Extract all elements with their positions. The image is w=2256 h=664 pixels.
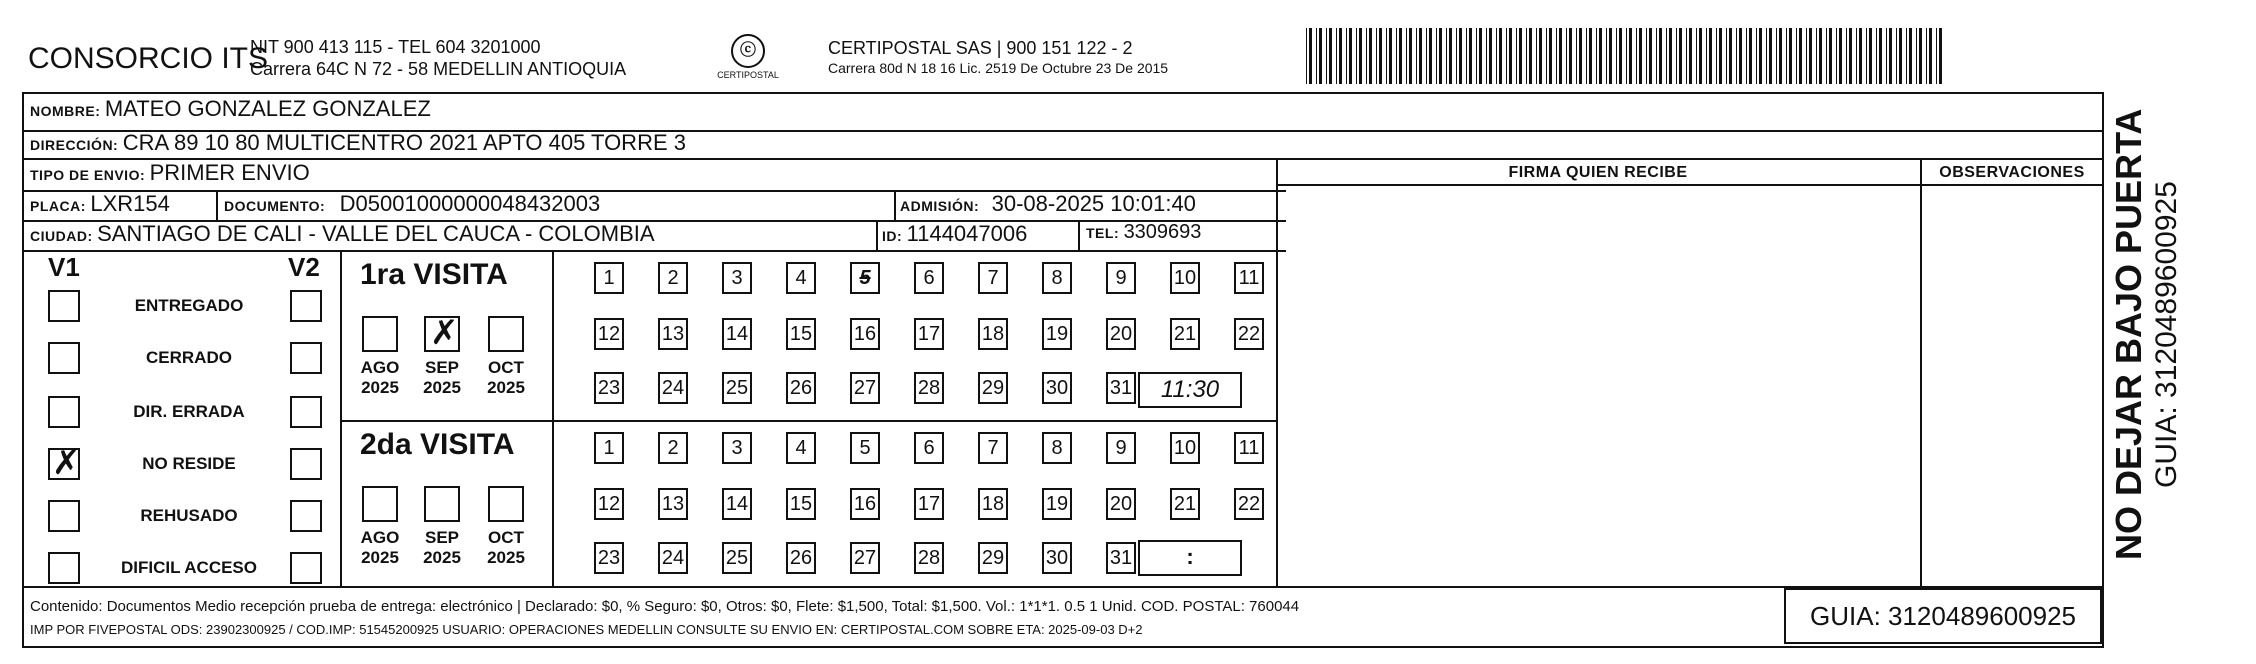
barcode-bar: [1449, 28, 1452, 84]
barcode-bar: [1689, 28, 1692, 84]
v1-checkbox[interactable]: [48, 552, 80, 584]
barcode-bar: [1636, 28, 1637, 84]
barcode-bar: [1616, 28, 1617, 84]
ciudad-value: SANTIAGO DE CALI - VALLE DEL CAUCA - COLOMBIA: [97, 221, 655, 246]
barcode-bar: [1786, 28, 1787, 84]
barcode-bar: [1866, 28, 1867, 84]
placa-label: PLACA:: [30, 198, 86, 214]
barcode-bar: [1716, 28, 1717, 84]
barcode-bar: [1879, 28, 1882, 84]
day-box[interactable]: 30: [1042, 372, 1072, 404]
barcode-bar: [1769, 28, 1772, 84]
direccion-label: DIRECCIÓN:: [30, 137, 119, 153]
tipo-value: PRIMER ENVIO: [149, 160, 310, 185]
barcode-bar: [1309, 28, 1312, 84]
barcode-bar: [1436, 28, 1437, 84]
day-box[interactable]: 29: [978, 372, 1008, 404]
barcode-bar: [1896, 28, 1897, 84]
status-label: DIR. ERRADA: [133, 402, 245, 421]
barcode-bar: [1809, 28, 1812, 84]
v1-checkbox[interactable]: [48, 500, 80, 532]
barcode-bar: [1729, 28, 1732, 84]
barcode-bar: [1776, 28, 1777, 84]
barcode-bar: [1326, 28, 1327, 84]
day-box[interactable]: 7: [978, 262, 1008, 294]
day-box[interactable]: 16: [850, 488, 880, 520]
id-value: 1144047006: [906, 221, 1028, 246]
v1-checkbox[interactable]: [48, 444, 81, 482]
day-box[interactable]: 26: [786, 542, 816, 574]
day-box[interactable]: 31: [1106, 542, 1136, 574]
day-box[interactable]: 11: [1234, 262, 1264, 294]
status-divider: [340, 250, 342, 586]
month-year: 2025: [423, 378, 461, 397]
month-checkbox[interactable]: [488, 486, 524, 522]
barcode-bar: [1699, 28, 1702, 84]
barcode-bar: [1619, 28, 1622, 84]
day-box[interactable]: 15: [786, 318, 816, 350]
day-box[interactable]: 19: [1042, 318, 1072, 350]
day-box[interactable]: 13: [658, 488, 688, 520]
barcode-bar: [1316, 28, 1317, 84]
barcode-bar: [1519, 28, 1522, 84]
month-year: 2025: [361, 548, 399, 567]
day-box[interactable]: 26: [786, 372, 816, 404]
barcode-bar: [1376, 28, 1377, 84]
col-divider: [894, 190, 896, 220]
month-label: [482, 528, 530, 568]
barcode-bar: [1416, 28, 1417, 84]
day-box[interactable]: 24: [658, 372, 688, 404]
barcode-bar: [1799, 28, 1802, 84]
day-box[interactable]: 21: [1170, 488, 1200, 520]
barcode-bar: [1859, 28, 1862, 84]
day-box[interactable]: 22: [1234, 488, 1264, 520]
day-box[interactable]: 10: [1170, 432, 1200, 464]
barcode-bar: [1389, 28, 1392, 84]
barcode-bar: [1559, 28, 1562, 84]
barcode-bar: [1429, 28, 1432, 84]
placa-cell: [30, 191, 170, 217]
id-label: ID:: [882, 228, 903, 244]
barcode-bar: [1829, 28, 1832, 84]
barcode-bar: [1936, 28, 1937, 84]
v1-checkbox[interactable]: [48, 290, 80, 322]
barcode-bar: [1709, 28, 1712, 84]
day-box[interactable]: 7: [978, 432, 1008, 464]
month-name: OCT: [488, 358, 524, 377]
firma-left-border: [1276, 158, 1278, 586]
barcode-bar: [1679, 28, 1682, 84]
day-box[interactable]: 8: [1042, 432, 1072, 464]
tel-value: 3309693: [1123, 221, 1202, 243]
barcode-bar: [1336, 28, 1337, 84]
day-box[interactable]: 5: [850, 262, 880, 294]
barcode-bar: [1516, 28, 1517, 84]
col-divider: [876, 220, 878, 250]
barcode-bar: [1426, 28, 1427, 84]
col-header-divider: [1276, 184, 2102, 186]
day-box[interactable]: 3: [722, 262, 752, 294]
firma-area[interactable]: [1280, 188, 1916, 582]
day-box[interactable]: 14: [722, 318, 752, 350]
col-divider: [1078, 220, 1080, 250]
nit-line: NIT 900 413 115 - TEL 604 3201000: [250, 37, 541, 57]
observaciones-header: OBSERVACIONES: [1939, 164, 2085, 181]
day-box[interactable]: 2: [658, 432, 688, 464]
barcode-bar: [1649, 28, 1652, 84]
day-box[interactable]: 12: [594, 488, 624, 520]
barcode-bar: [1346, 28, 1347, 84]
barcode-bar: [1876, 28, 1877, 84]
tel-cell: [1086, 221, 1201, 244]
barcode-bar: [1529, 28, 1532, 84]
day-box[interactable]: 25: [722, 372, 752, 404]
barcode-bar: [1839, 28, 1842, 84]
barcode-bar: [1746, 28, 1747, 84]
barcode-bar: [1496, 28, 1497, 84]
barcode-bar: [1439, 28, 1442, 84]
barcode-bar: [1629, 28, 1632, 84]
barcode-bar: [1929, 28, 1932, 84]
barcode-bar: [1749, 28, 1752, 84]
month-name: AGO: [360, 528, 400, 547]
day-box[interactable]: 6: [914, 432, 944, 464]
v2-checkbox[interactable]: [290, 552, 322, 584]
direccion-value: CRA 89 10 80 MULTICENTRO 2021 APTO 405 TORRE 3: [122, 130, 686, 155]
visit1-title: 1ra VISITA: [360, 258, 508, 291]
status-label: CERRADO: [146, 348, 232, 367]
day-box[interactable]: 12: [594, 318, 624, 350]
barcode-bar: [1446, 28, 1447, 84]
barcode-bar: [1846, 28, 1847, 84]
barcode-bar: [1366, 28, 1367, 84]
check-mark-icon: ✗: [52, 444, 81, 482]
admision-label: ADMISIÓN:: [900, 198, 980, 214]
day-box[interactable]: 25: [722, 542, 752, 574]
placa-value: LXR154: [90, 191, 170, 216]
barcode-bar: [1606, 28, 1607, 84]
day-box[interactable]: 20: [1106, 318, 1136, 350]
day-box[interactable]: 13: [658, 318, 688, 350]
side-guia: GUIA: 3120489600925: [2150, 181, 2183, 488]
barcode-bar: [1639, 28, 1642, 84]
day-box[interactable]: 9: [1106, 262, 1136, 294]
day-box[interactable]: 30: [1042, 542, 1072, 574]
barcode-bar: [1659, 28, 1662, 84]
day-box[interactable]: 6: [914, 262, 944, 294]
day-box[interactable]: 11: [1234, 432, 1264, 464]
barcode-bar: [1419, 28, 1422, 84]
barcode-bar: [1379, 28, 1382, 84]
month-year: 2025: [487, 548, 525, 567]
day-box[interactable]: 23: [594, 542, 624, 574]
barcode-bar: [1819, 28, 1822, 84]
day-box[interactable]: 18: [978, 488, 1008, 520]
check-mark-icon: ✗: [430, 314, 459, 352]
day-box[interactable]: 1: [594, 432, 624, 464]
barcode-bar: [1869, 28, 1872, 84]
barcode-bar: [1459, 28, 1462, 84]
barcode-bar: [1479, 28, 1482, 84]
status-label: ENTREGADO: [134, 296, 244, 315]
barcode-bar: [1706, 28, 1707, 84]
month-checkbox[interactable]: [424, 316, 460, 352]
barcode-bar: [1399, 28, 1402, 84]
certi-line1: CERTIPOSTAL SAS | 900 151 122 - 2: [828, 38, 1133, 58]
side-warning: NO DEJAR BAJO PUERTA: [2108, 108, 2149, 560]
barcode-bar: [1579, 28, 1582, 84]
barcode-bar: [1589, 28, 1592, 84]
day-box[interactable]: 23: [594, 372, 624, 404]
documento-label: DOCUMENTO:: [224, 198, 326, 214]
barcode-bar: [1909, 28, 1912, 84]
v1-header: V1: [48, 252, 80, 282]
v1-checkbox[interactable]: [48, 396, 80, 428]
barcode-bar: [1576, 28, 1577, 84]
visit-row-divider: [340, 420, 1276, 422]
v1-checkbox[interactable]: [48, 342, 80, 374]
barcode-bar: [1319, 28, 1322, 84]
status-label: REHUSADO: [140, 506, 238, 525]
certipostal-logo: [716, 34, 780, 86]
day-box[interactable]: 10: [1170, 262, 1200, 294]
day-box[interactable]: 27: [850, 542, 880, 574]
barcode-bar: [1539, 28, 1542, 84]
barcode-bar: [1889, 28, 1892, 84]
nombre-row: [30, 96, 431, 122]
day-box[interactable]: 1: [594, 262, 624, 294]
visit1-time-box[interactable]: 11:30: [1138, 372, 1242, 408]
month-checkbox[interactable]: [488, 316, 524, 352]
barcode-bar: [1789, 28, 1792, 84]
documento-cell: [224, 191, 600, 217]
month-label: [418, 528, 466, 568]
v2-checkbox[interactable]: [290, 396, 322, 428]
logo-icon: ⓒ: [731, 34, 765, 68]
day-box[interactable]: 27: [850, 372, 880, 404]
barcode-bar: [1906, 28, 1907, 84]
barcode-bar: [1806, 28, 1807, 84]
barcode-bar: [1469, 28, 1472, 84]
barcode-bar: [1489, 28, 1492, 84]
footer-impresion: IMP POR FIVEPOSTAL ODS: 23902300925 / COD.IMP: 51545200925 USUARIO: OPERACIONES MEDELLIN CONSULTE SU ENVIO EN: CERTIPOSTAL.COM SOBRE ETA: 2025-09-03 D+2: [30, 622, 1143, 637]
day-box[interactable]: 4: [786, 262, 816, 294]
day-box[interactable]: 20: [1106, 488, 1136, 520]
v2-checkbox[interactable]: [290, 500, 322, 532]
ciudad-label: CIUDAD:: [30, 228, 93, 244]
id-cell: [882, 221, 1027, 247]
month-checkbox[interactable]: [424, 486, 460, 522]
barcode-bar: [1739, 28, 1742, 84]
documento-value: D05001000000048432003: [339, 191, 601, 216]
barcode-bar: [1526, 28, 1527, 84]
day-box[interactable]: 18: [978, 318, 1008, 350]
day-box[interactable]: 22: [1234, 318, 1264, 350]
barcode-bar: [1456, 28, 1457, 84]
barcode-bar: [1509, 28, 1512, 84]
barcode-bar: [1919, 28, 1922, 84]
month-name: SEP: [424, 528, 460, 547]
barcode-bar: [1666, 28, 1667, 84]
admision-cell: [900, 191, 1196, 217]
day-box[interactable]: 2: [658, 262, 688, 294]
day-box[interactable]: 17: [914, 318, 944, 350]
barcode-bar: [1406, 28, 1407, 84]
barcode-bar: [1609, 28, 1612, 84]
barcode-bar: [1546, 28, 1547, 84]
visit2-title: 2da VISITA: [360, 428, 515, 461]
barcode-bar: [1329, 28, 1332, 84]
visit-divider: [552, 250, 554, 586]
month-checkbox[interactable]: [362, 486, 398, 522]
barcode-bar: [1556, 28, 1557, 84]
barcode-bar: [1926, 28, 1927, 84]
barcode-bar: [1349, 28, 1352, 84]
day-box[interactable]: 8: [1042, 262, 1072, 294]
observaciones-area[interactable]: [1924, 188, 2098, 582]
barcode-bar: [1586, 28, 1587, 84]
day-box[interactable]: 3: [722, 432, 752, 464]
month-year: 2025: [423, 548, 461, 567]
barcode-bar: [1899, 28, 1902, 84]
day-box[interactable]: 9: [1106, 432, 1136, 464]
day-box[interactable]: 31: [1106, 372, 1136, 404]
v2-checkbox[interactable]: [290, 448, 322, 480]
barcode-bar: [1849, 28, 1852, 84]
barcode-bar: [1596, 28, 1597, 84]
status-label: NO RESIDE: [142, 454, 236, 473]
barcode-bar: [1626, 28, 1627, 84]
month-checkbox[interactable]: [362, 316, 398, 352]
day-box[interactable]: 16: [850, 318, 880, 350]
day-box[interactable]: 24: [658, 542, 688, 574]
footer-contenido: Contenido: Documentos Medio recepción prueba de entrega: electrónico | Declarado: $0, % Seguro: $0, Otros: $0, Flete: $1,500, Total: $1,500. Vol.: 1*1*1. 0.5 1 Unid. COD. POSTAL: 760044: [30, 598, 1300, 615]
barcode-bar: [1566, 28, 1567, 84]
row-divider: [22, 158, 2102, 160]
tipo-label: TIPO DE ENVIO:: [30, 167, 146, 183]
visit2-time-box[interactable]: :: [1138, 540, 1242, 576]
barcode-bar: [1856, 28, 1857, 84]
barcode-bar: [1696, 28, 1697, 84]
barcode-bar: [1916, 28, 1917, 84]
v2-checkbox[interactable]: [290, 290, 322, 322]
barcode-bar: [1736, 28, 1737, 84]
barcode-bar: [1356, 28, 1357, 84]
barcode-bar: [1306, 28, 1307, 84]
nombre-value: MATEO GONZALEZ GONZALEZ: [104, 96, 431, 121]
barcode-bar: [1569, 28, 1572, 84]
day-box[interactable]: 17: [914, 488, 944, 520]
barcode-bar: [1779, 28, 1782, 84]
barcode-bar: [1826, 28, 1827, 84]
certipostal-info: [828, 38, 1168, 78]
obs-left-border: [1920, 158, 1922, 586]
company-name: CONSORCIO ITS: [28, 42, 269, 75]
barcode: [1306, 28, 1946, 84]
barcode-bar: [1506, 28, 1507, 84]
barcode-bar: [1396, 28, 1397, 84]
nombre-label: NOMBRE:: [30, 103, 101, 119]
barcode-bar: [1669, 28, 1672, 84]
address-line: Carrera 64C N 72 - 58 MEDELLIN ANTIOQUIA: [250, 59, 627, 79]
barcode-bar: [1386, 28, 1387, 84]
status-label: DIFICIL ACCESO: [120, 558, 257, 577]
barcode-bar: [1486, 28, 1487, 84]
certi-line2: Carrera 80d N 18 16 Lic. 2519 De Octubre 23 De 2015: [828, 60, 1169, 76]
barcode-bar: [1676, 28, 1677, 84]
v2-checkbox[interactable]: [290, 342, 322, 374]
month-label: [356, 358, 404, 398]
month-label: [482, 358, 530, 398]
barcode-bar: [1756, 28, 1757, 84]
barcode-bar: [1466, 28, 1467, 84]
barcode-bar: [1476, 28, 1477, 84]
logo-text: CERTIPOSTAL: [717, 70, 779, 80]
firma-header: FIRMA QUIEN RECIBE: [1508, 164, 1688, 181]
barcode-bar: [1549, 28, 1552, 84]
month-label: [356, 528, 404, 568]
barcode-bar: [1686, 28, 1687, 84]
footer-guia: GUIA: 3120489600925: [1784, 588, 2102, 644]
day-box[interactable]: 5: [850, 432, 880, 464]
month-year: 2025: [361, 378, 399, 397]
barcode-bar: [1796, 28, 1797, 84]
barcode-bar: [1939, 28, 1942, 84]
month-label: [418, 358, 466, 398]
month-year: 2025: [487, 378, 525, 397]
day-box[interactable]: 28: [914, 542, 944, 574]
day-box[interactable]: 14: [722, 488, 752, 520]
col-divider: [216, 190, 218, 220]
barcode-bar: [1536, 28, 1537, 84]
admision-value: 30-08-2025 10:01:40: [991, 191, 1196, 216]
barcode-bar: [1369, 28, 1372, 84]
barcode-bar: [1656, 28, 1657, 84]
barcode-bar: [1766, 28, 1767, 84]
barcode-bar: [1499, 28, 1502, 84]
day-box[interactable]: 21: [1170, 318, 1200, 350]
barcode-bar: [1759, 28, 1762, 84]
barcode-bar: [1816, 28, 1817, 84]
month-name: SEP: [424, 358, 460, 377]
barcode-bar: [1836, 28, 1837, 84]
month-name: AGO: [360, 358, 400, 377]
barcode-bar: [1599, 28, 1602, 84]
company-info: [250, 36, 626, 80]
month-name: OCT: [488, 528, 524, 547]
barcode-bar: [1339, 28, 1342, 84]
row-divider: [22, 250, 1286, 252]
day-box[interactable]: 15: [786, 488, 816, 520]
v2-header: V2: [288, 252, 320, 282]
barcode-bar: [1886, 28, 1887, 84]
day-box[interactable]: 28: [914, 372, 944, 404]
ciudad-cell: [30, 221, 655, 247]
tipo-row: [30, 160, 310, 186]
barcode-bar: [1726, 28, 1727, 84]
barcode-bar: [1719, 28, 1722, 84]
direccion-row: [30, 130, 686, 156]
barcode-bar: [1359, 28, 1362, 84]
barcode-bar: [1409, 28, 1412, 84]
day-box[interactable]: 4: [786, 432, 816, 464]
day-box[interactable]: 29: [978, 542, 1008, 574]
day-box[interactable]: 19: [1042, 488, 1072, 520]
tel-label: TEL:: [1086, 225, 1120, 241]
barcode-bar: [1646, 28, 1647, 84]
